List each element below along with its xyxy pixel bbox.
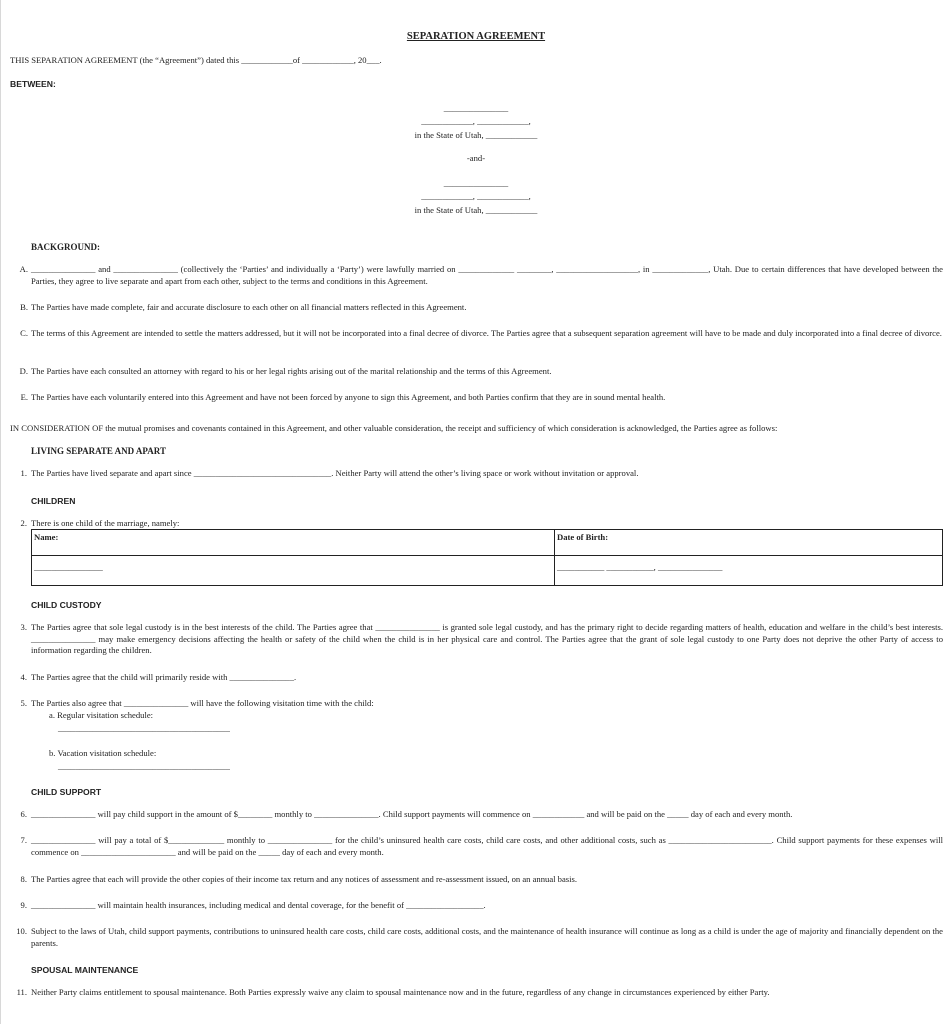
living-heading: LIVING SEPARATE AND APART bbox=[31, 446, 166, 456]
agreement-intro: THIS SEPARATION AGREEMENT (the “Agreement”) dated this ____________of ____________, 20___. bbox=[10, 55, 382, 65]
background-item-a bbox=[11, 264, 943, 287]
support-heading: CHILD SUPPORT bbox=[31, 787, 102, 797]
clause-number: 8. bbox=[20, 874, 27, 884]
item-text: The Parties have each consulted an attorney with regard to his or her legal rights arising out of the marital relationship and the terms of this Agreement. bbox=[31, 366, 552, 376]
col-name-header: Name: bbox=[32, 530, 555, 556]
clause-10-text: Subject to the laws of Utah, child support payments, contributions to uninsured health care costs, child care costs, additional costs, and the maintenance of health insurance will continue as long as a child is under the age of majority and financially dependent on the parents. bbox=[31, 926, 943, 948]
clause-number: 9. bbox=[20, 900, 27, 910]
item-text: The terms of this Agreement are intended to settle the matters addressed, but it will not be incorporated into a final decree of divorce. The Parties agree that a subsequent separation agreement will have to be made and duly incorporated into a final decree of divorce. bbox=[31, 328, 942, 338]
item-text: The Parties have each voluntarily entered into this Agreement and have not been forced by anyone to sign this Agreement, and both Parties confirm that they are in sound mental health. bbox=[31, 392, 666, 402]
clause-11-text: Neither Party claims entitlement to spousal maintenance. Both Parties expressly waive any claim to spousal maintenance now and in the future, regardless of any change in circumstances experienced by either Party. bbox=[31, 987, 770, 997]
clause-1-text: The Parties have lived separate and apart since ________________________________. Neither Party will attend the other’s living space or work without invitation or approval. bbox=[31, 468, 639, 478]
clause-5a-label: a. Regular visitation schedule: bbox=[49, 710, 154, 720]
background-item-b bbox=[11, 302, 943, 314]
document-title: SEPARATION AGREEMENT bbox=[406, 31, 546, 42]
item-label: A. bbox=[19, 264, 28, 274]
spousal-heading: SPOUSAL MAINTENANCE bbox=[31, 965, 139, 975]
clause-number: 2. bbox=[20, 518, 27, 528]
clause-number: 6. bbox=[20, 809, 27, 819]
clause-4-text: The Parties agree that the child will primarily reside with _______________. bbox=[31, 672, 297, 682]
party1-state-line: in the State of Utah, ____________ bbox=[414, 130, 538, 140]
clause-5b-label: b. Vacation visitation schedule: bbox=[49, 748, 157, 758]
clause-5a-line: ________________________________________ bbox=[58, 723, 230, 733]
custody-heading: CHILD CUSTODY bbox=[31, 600, 102, 610]
clause-number: 3. bbox=[20, 622, 27, 632]
table-row bbox=[32, 556, 943, 586]
clause-number: 7. bbox=[20, 835, 27, 845]
item-label: D. bbox=[19, 366, 28, 376]
between-label: BETWEEN: bbox=[10, 79, 56, 89]
party1-name-line: _______________ bbox=[443, 103, 509, 113]
background-item-c bbox=[11, 328, 943, 340]
children-heading: CHILDREN bbox=[31, 496, 76, 506]
item-label: B. bbox=[20, 302, 28, 312]
clause-number: 1. bbox=[20, 468, 27, 478]
clause-8-text: The Parties agree that each will provide the other copies of their income tax return and any notices of assessment and re-assessment issued, on an annual basis. bbox=[31, 874, 578, 884]
clause-5b-line: ________________________________________ bbox=[58, 761, 230, 771]
clause-5-text: The Parties also agree that _______________ will have the following visitation time with the child: bbox=[31, 698, 374, 708]
background-heading: BACKGROUND: bbox=[31, 242, 100, 252]
clause-9-text: _______________ will maintain health insurances, including medical and dental coverage, for the benefit of __________________. bbox=[31, 900, 486, 910]
child-name-cell: ________________ bbox=[32, 556, 555, 586]
clause-number: 10. bbox=[16, 926, 27, 936]
children-table bbox=[31, 529, 943, 586]
clause-number: 5. bbox=[20, 698, 27, 708]
background-item-d bbox=[11, 366, 943, 378]
consideration-clause: IN CONSIDERATION OF the mutual promises and covenants contained in this Agreement, and other valuable consideration, the receipt and sufficiency of which consideration is acknowledged, the Parties agree as follows: bbox=[10, 423, 778, 433]
and-label: -and- bbox=[466, 153, 486, 163]
item-label: E. bbox=[20, 392, 28, 402]
background-item-e bbox=[11, 392, 943, 404]
clause-number: 4. bbox=[20, 672, 27, 682]
clause-7-text: _______________ will pay a total of $_____________ monthly to _______________ for the child’s uninsured health care costs, child care costs, and other additional costs, such as ________________________. Child support payments for these expenses will commence on ______________________ and will be paid on the _____ day of each and every month. bbox=[31, 835, 943, 857]
party1-address-line: ____________, ____________, bbox=[421, 116, 531, 126]
item-label: C. bbox=[20, 328, 28, 338]
table-header-row bbox=[32, 530, 943, 556]
party2-state-line: in the State of Utah, ____________ bbox=[414, 205, 538, 215]
clause-6-text: _______________ will pay child support in the amount of $________ monthly to _______________. Child support payments will commence on ____________ and will be paid on the _____ day of each and every month. bbox=[31, 809, 793, 819]
item-text: The Parties have made complete, fair and accurate disclosure to each other on all financial matters reflected in this Agreement. bbox=[31, 302, 467, 312]
item-text: _______________ and _______________ (collectively the ‘Parties’ and individually a ‘Party’) were lawfully married on _____________ ________, ___________________, in _____________, Utah. Due to certain differences that have developed between the Parties, they agree to live separate and apart from each other, subject to the terms and conditions in this Agreement. bbox=[31, 264, 943, 286]
party2-address-line: ____________, ____________, bbox=[421, 191, 531, 201]
col-dob-header: Date of Birth: bbox=[555, 530, 943, 556]
party2-name-line: _______________ bbox=[443, 178, 509, 188]
clause-2-text: There is one child of the marriage, namely: bbox=[31, 518, 180, 528]
clause-3-text: The Parties agree that sole legal custody is in the best interests of the child. The Parties agree that _______________ is granted sole legal custody, and has the primary right to decide regarding matters of health, education and welfare in the child’s best interests. _______________ may make emergency decisions affecting the health or safety of the child when the child is in her physical care and control. The Parties agree that the grant of sole legal custody to one Party does not deprive the other Party of access to information regarding the children. bbox=[31, 622, 943, 655]
clause-number: 11. bbox=[16, 987, 27, 997]
child-dob-cell: ___________ ___________, _______________ bbox=[555, 556, 943, 586]
